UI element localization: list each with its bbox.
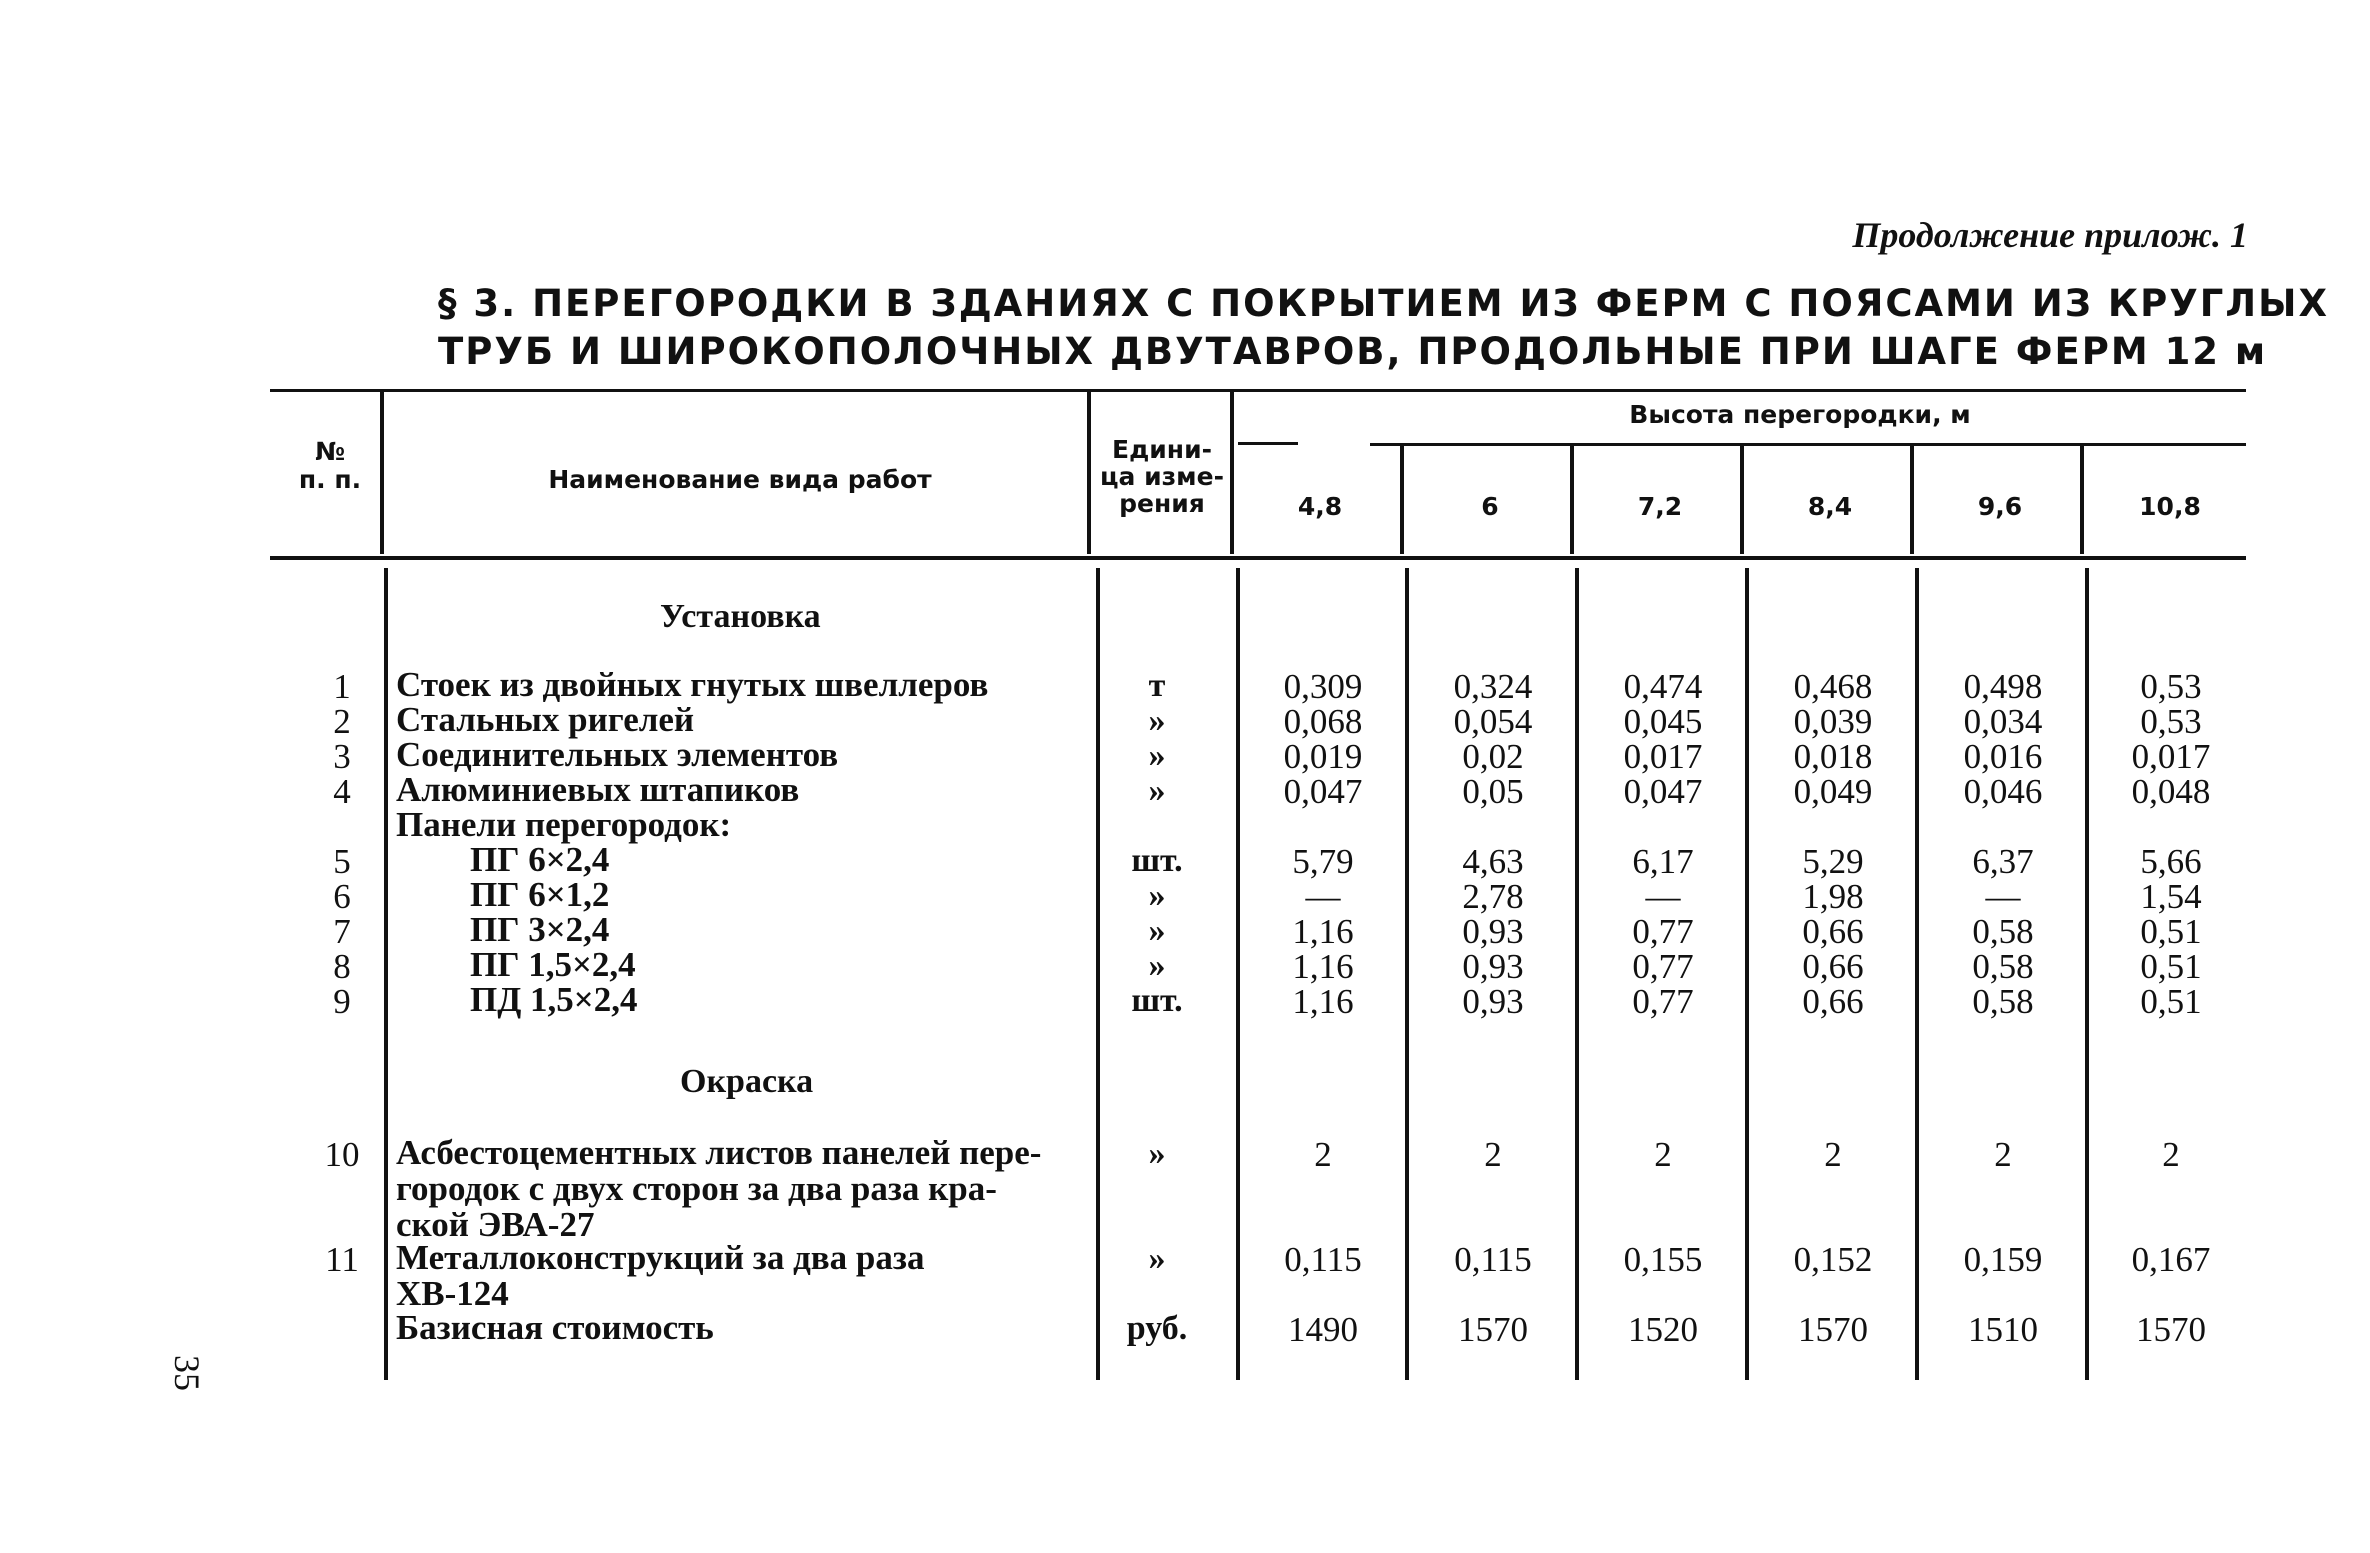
value-cell: —	[1985, 877, 2021, 916]
header-num-abbr: п. п.	[298, 465, 362, 494]
value-cell: 0,048	[2131, 772, 2211, 811]
row-number: 5	[333, 842, 351, 881]
value-cell: 0,58	[1972, 982, 2034, 1021]
value-cell: 0,77	[1632, 982, 1694, 1021]
value-cell: 1,16	[1292, 912, 1354, 951]
header-height-2: 6	[1481, 492, 1499, 521]
value-cell: 0,046	[1963, 772, 2043, 811]
value-cell: 0,93	[1462, 947, 1524, 986]
header-unit	[1094, 436, 1230, 517]
value-cell: 0,53	[2140, 702, 2202, 741]
value-cell: 1520	[1628, 1310, 1698, 1349]
work-name: Стоек из двойных гнутых швеллеров	[396, 665, 989, 704]
value-cell: 2	[1314, 1135, 1332, 1174]
value-cell: 2	[1824, 1135, 1842, 1174]
value-cell: 0,66	[1802, 912, 1864, 951]
value-cell: 1,16	[1292, 947, 1354, 986]
row-number: 11	[325, 1240, 359, 1279]
col-divider-h5	[2080, 446, 2084, 554]
work-name: ПД 1,5×2,4	[470, 980, 638, 1019]
value-cell: 1570	[1798, 1310, 1868, 1349]
value-cell: 0,468	[1793, 667, 1873, 706]
header-unit-line-2: ца изме-	[1100, 462, 1224, 491]
value-cell: 0,047	[1283, 772, 1363, 811]
group-header-rule-short	[1238, 442, 1298, 445]
row-number: 7	[333, 912, 351, 951]
header-height-1: 4,8	[1297, 492, 1343, 521]
value-cell: 2	[1994, 1135, 2012, 1174]
group-header-rule	[1370, 443, 2246, 446]
unit-cell: »	[1148, 912, 1166, 949]
continuation-note: Продолжение прилож. 1	[1852, 215, 2248, 255]
value-cell: 6,37	[1972, 842, 2034, 881]
header-height-5: 9,6	[1977, 492, 2023, 521]
header-height-3: 7,2	[1637, 492, 1683, 521]
value-cell: 0,054	[1453, 702, 1533, 741]
row-number: 4	[333, 772, 351, 811]
col-divider-h3	[1740, 446, 1744, 554]
value-cell: 1,54	[2140, 877, 2202, 916]
value-cell: 0,152	[1793, 1240, 1873, 1279]
unit-cell: »	[1148, 702, 1166, 739]
body-divider-h1	[1405, 568, 1409, 1380]
work-name: ПГ 6×1,2	[470, 875, 610, 914]
value-cell: 4,63	[1462, 842, 1524, 881]
col-divider-num	[380, 392, 384, 554]
value-cell: 1510	[1968, 1310, 2038, 1349]
value-cell: 1570	[1458, 1310, 1528, 1349]
body-divider-h3	[1745, 568, 1749, 1380]
col-divider-unit	[1230, 392, 1234, 554]
value-cell: 0,017	[2131, 737, 2211, 776]
row-number: 2	[333, 702, 351, 741]
header-num	[290, 438, 370, 494]
value-cell: 0,66	[1802, 982, 1864, 1021]
body-divider-name	[1096, 568, 1100, 1380]
value-cell: 1570	[2136, 1310, 2206, 1349]
col-divider-name	[1087, 392, 1091, 554]
unit-cell: »	[1148, 1240, 1166, 1277]
value-cell: 0,155	[1623, 1240, 1703, 1279]
unit-cell: »	[1148, 877, 1166, 914]
body-divider-h2	[1575, 568, 1579, 1380]
body-divider-h4	[1915, 568, 1919, 1380]
body-divider-num	[384, 568, 388, 1380]
header-height-group: Высота перегородки, м	[1629, 400, 1971, 429]
value-cell: —	[1305, 877, 1341, 916]
unit-cell: »	[1148, 772, 1166, 809]
row-number: 6	[333, 877, 351, 916]
value-cell: 0,51	[2140, 912, 2202, 951]
value-cell: 0,115	[1454, 1240, 1532, 1279]
value-cell: 0,047	[1623, 772, 1703, 811]
value-cell: 0,159	[1963, 1240, 2043, 1279]
value-cell: 0,324	[1453, 667, 1533, 706]
value-cell: 2	[1484, 1135, 1502, 1174]
table-top-rule	[270, 389, 2246, 392]
value-cell: 0,115	[1284, 1240, 1362, 1279]
value-cell: 0,018	[1793, 737, 1873, 776]
unit-cell: шт.	[1131, 982, 1183, 1019]
value-cell: 0,53	[2140, 667, 2202, 706]
col-divider-h4	[1910, 446, 1914, 554]
section-painting: Окраска	[680, 1063, 814, 1100]
value-cell: 0,474	[1623, 667, 1703, 706]
value-cell: 0,039	[1793, 702, 1873, 741]
value-cell: 2	[1654, 1135, 1672, 1174]
value-cell: 0,58	[1972, 947, 2034, 986]
work-name: Соединительных элементов	[396, 735, 839, 774]
value-cell: 6,17	[1632, 842, 1694, 881]
value-cell: 0,05	[1462, 772, 1524, 811]
value-cell: 0,167	[2131, 1240, 2211, 1279]
header-height-6: 10,8	[2139, 492, 2201, 521]
work-name: Панели перегородок:	[396, 805, 732, 844]
work-name: Стальных ригелей	[396, 700, 695, 739]
value-cell: 0,016	[1963, 737, 2043, 776]
section-installation: Установка	[660, 598, 821, 635]
value-cell: 0,66	[1802, 947, 1864, 986]
value-cell: 0,019	[1283, 737, 1363, 776]
header-unit-line-3: рения	[1119, 489, 1205, 518]
value-cell: 1,16	[1292, 982, 1354, 1021]
value-cell: 0,309	[1283, 667, 1363, 706]
work-name: Алюминиевых штапиков	[396, 770, 800, 809]
page-number: 35	[167, 1355, 207, 1391]
title-line-1: § 3. ПЕРЕГОРОДКИ В ЗДАНИЯХ С ПОКРЫТИЕМ ИЗ ФЕРМ С ПОЯСАМИ ИЗ КРУГЛЫХ	[438, 282, 2329, 325]
unit-cell: руб.	[1126, 1310, 1188, 1347]
work-name: Металлоконструкций за два раза	[396, 1238, 925, 1277]
header-height-4: 8,4	[1807, 492, 1853, 521]
body-divider-unit	[1236, 568, 1240, 1380]
col-divider-h1	[1400, 446, 1404, 554]
value-cell: 5,79	[1292, 842, 1354, 881]
value-cell: 5,66	[2140, 842, 2202, 881]
unit-cell: »	[1148, 1135, 1166, 1172]
unit-cell: т	[1148, 667, 1166, 704]
value-cell: 0,017	[1623, 737, 1703, 776]
col-divider-h2	[1570, 446, 1574, 554]
work-name: ской ЭВА-27	[396, 1205, 595, 1244]
header-work-name: Наименование вида работ	[548, 465, 932, 494]
value-cell: 5,29	[1802, 842, 1864, 881]
unit-cell: »	[1148, 947, 1166, 984]
work-name: Базисная стоимость	[396, 1308, 714, 1347]
value-cell: 0,498	[1963, 667, 2043, 706]
row-number: 9	[333, 982, 351, 1021]
unit-cell: шт.	[1131, 842, 1183, 879]
header-num-symbol: №	[314, 437, 346, 466]
value-cell: 0,02	[1462, 737, 1524, 776]
row-number: 8	[333, 947, 351, 986]
work-name: ПГ 6×2,4	[470, 840, 610, 879]
work-name: городок с двух сторон за два раза кра-	[396, 1169, 997, 1208]
section-title	[438, 280, 2329, 376]
value-cell: —	[1645, 877, 1681, 916]
body-divider-h5	[2085, 568, 2089, 1380]
value-cell: 0,068	[1283, 702, 1363, 741]
value-cell: 0,93	[1462, 982, 1524, 1021]
value-cell: 0,77	[1632, 947, 1694, 986]
value-cell: 0,77	[1632, 912, 1694, 951]
work-name: ПГ 1,5×2,4	[470, 945, 636, 984]
value-cell: 2	[2162, 1135, 2180, 1174]
value-cell: 0,049	[1793, 772, 1873, 811]
header-bottom-rule	[270, 556, 2246, 560]
value-cell: 0,045	[1623, 702, 1703, 741]
value-cell: 0,58	[1972, 912, 2034, 951]
work-name: ПГ 3×2,4	[470, 910, 610, 949]
row-number: 10	[324, 1135, 360, 1174]
work-name: Асбестоцементных листов панелей пере-	[396, 1133, 1042, 1172]
header-unit-line-1: Едини-	[1112, 435, 1212, 464]
value-cell: 1490	[1288, 1310, 1358, 1349]
title-line-2: ТРУБ И ШИРОКОПОЛОЧНЫХ ДВУТАВРОВ, ПРОДОЛЬНЫЕ ПРИ ШАГЕ ФЕРМ 12 м	[438, 330, 2268, 373]
value-cell: 0,51	[2140, 947, 2202, 986]
unit-cell: »	[1148, 737, 1166, 774]
work-name: ХВ-124	[396, 1274, 509, 1313]
value-cell: 0,034	[1963, 702, 2043, 741]
value-cell: 1,98	[1802, 877, 1864, 916]
row-number: 3	[333, 737, 351, 776]
value-cell: 0,51	[2140, 982, 2202, 1021]
row-number: 1	[333, 667, 351, 706]
value-cell: 0,93	[1462, 912, 1524, 951]
value-cell: 2,78	[1462, 877, 1524, 916]
